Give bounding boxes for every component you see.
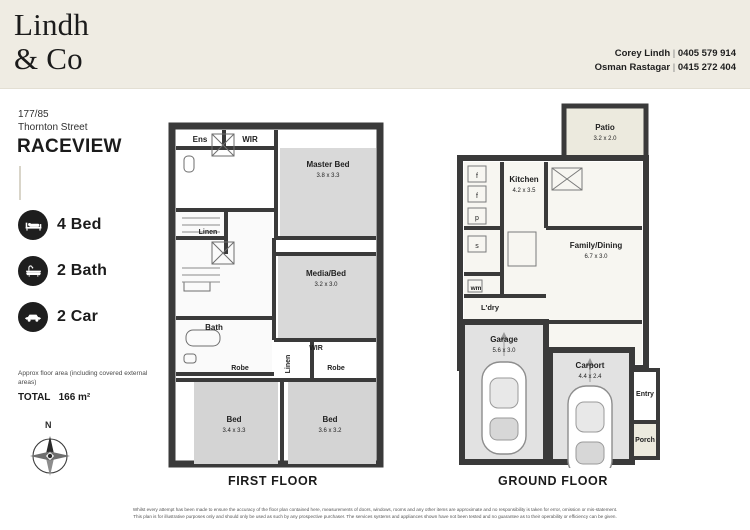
svg-text:Family/Dining: Family/Dining bbox=[569, 241, 623, 250]
svg-text:6.7 x 3.0: 6.7 x 3.0 bbox=[584, 254, 608, 260]
ground-floor-plan[interactable] bbox=[446, 100, 662, 468]
compass-north-label: N bbox=[45, 420, 52, 430]
disclaimer-line-2: This plan is for illustrative purposes only and should only be used as such by any prospective purchaser. The services systems and appliances shown have not been tested and no guarantee as to their operability or efficiency can be given. bbox=[133, 514, 617, 519]
compass-rose bbox=[26, 420, 74, 482]
svg-text:Bed: Bed bbox=[322, 415, 338, 424]
svg-text:5.6 x 3.0: 5.6 x 3.0 bbox=[492, 348, 516, 354]
agent-name-1: Corey Lindh bbox=[614, 48, 671, 59]
brand-line-2: & Co bbox=[14, 41, 83, 76]
svg-text:Bed: Bed bbox=[226, 415, 242, 424]
agent-phone-1[interactable]: 0405 579 914 bbox=[677, 48, 736, 59]
svg-text:4.4 x 2.4: 4.4 x 2.4 bbox=[578, 374, 602, 380]
first-floor-plan[interactable] bbox=[168, 122, 384, 468]
svg-text:f: f bbox=[476, 193, 478, 200]
agent-row bbox=[595, 47, 736, 61]
svg-text:L'dry: L'dry bbox=[480, 303, 500, 312]
svg-text:f: f bbox=[476, 173, 478, 180]
divider-rule bbox=[19, 166, 21, 200]
header-bar bbox=[0, 0, 750, 89]
svg-text:s: s bbox=[475, 243, 479, 250]
feature-bath bbox=[18, 248, 158, 294]
svg-text:Ens: Ens bbox=[192, 135, 208, 144]
svg-text:4.2 x 3.5: 4.2 x 3.5 bbox=[512, 188, 536, 194]
svg-text:Carport: Carport bbox=[575, 361, 605, 370]
car-icon bbox=[18, 302, 48, 332]
agent-row bbox=[595, 61, 736, 75]
svg-text:3.2 x 3.0: 3.2 x 3.0 bbox=[314, 282, 338, 288]
svg-text:Robe: Robe bbox=[231, 365, 249, 372]
svg-text:3.2 x 2.0: 3.2 x 2.0 bbox=[593, 136, 617, 142]
svg-text:3.6 x 3.2: 3.6 x 3.2 bbox=[318, 428, 342, 434]
disclaimer-line-1: Whilst every attempt has been made to ensure the accuracy of the floor plan contained here, measurements of doors, windows, rooms and any other items are approximate and no responsibility is taken for error, omission or mis-statement. bbox=[132, 507, 618, 512]
agent-separator-1: | bbox=[672, 48, 676, 59]
svg-text:Kitchen: Kitchen bbox=[509, 175, 539, 184]
brand-logo bbox=[14, 8, 89, 76]
svg-text:Master Bed: Master Bed bbox=[306, 160, 350, 169]
address-line-2: Thornton Street bbox=[18, 122, 88, 133]
area-note: Approx floor area (including covered external areas) bbox=[18, 370, 148, 386]
ground-floor-title: GROUND FLOOR bbox=[498, 474, 608, 488]
feature-bed bbox=[18, 202, 158, 248]
svg-text:Entry: Entry bbox=[636, 391, 654, 398]
svg-text:wm: wm bbox=[470, 285, 482, 292]
svg-text:Patio: Patio bbox=[595, 123, 615, 132]
bath-icon bbox=[18, 256, 48, 286]
address-line-1: 177/85 bbox=[18, 109, 49, 120]
svg-text:Linen: Linen bbox=[285, 354, 292, 374]
svg-text:3.4 x 3.3: 3.4 x 3.3 bbox=[222, 428, 246, 434]
area-total-value: 166 m² bbox=[58, 392, 91, 403]
feature-car bbox=[18, 294, 158, 340]
property-suburb: RACEVIEW bbox=[17, 136, 122, 157]
svg-text:Media/Bed: Media/Bed bbox=[305, 269, 347, 278]
feature-bed-label: 4 Bed bbox=[57, 216, 102, 233]
feature-list bbox=[18, 202, 158, 340]
area-total bbox=[18, 392, 90, 403]
footer-disclaimer bbox=[0, 506, 750, 520]
property-address bbox=[18, 108, 87, 134]
area-total-label: TOTAL bbox=[18, 392, 51, 403]
svg-text:p: p bbox=[475, 215, 479, 222]
svg-text:Robe: Robe bbox=[327, 365, 345, 372]
brand-line-1: Lindh bbox=[14, 7, 90, 42]
svg-text:WIR: WIR bbox=[309, 345, 323, 352]
svg-text:Garage: Garage bbox=[490, 335, 518, 344]
agent-phone-2[interactable]: 0415 272 404 bbox=[677, 62, 736, 73]
svg-text:WIR: WIR bbox=[242, 135, 258, 144]
svg-text:3.8 x 3.3: 3.8 x 3.3 bbox=[316, 173, 340, 179]
feature-car-label: 2 Car bbox=[57, 308, 99, 325]
agent-name-2: Osman Rastagar bbox=[594, 62, 671, 73]
bed-icon bbox=[18, 210, 48, 240]
first-floor-title: FIRST FLOOR bbox=[228, 474, 318, 488]
feature-bath-label: 2 Bath bbox=[57, 262, 108, 279]
agent-contacts bbox=[595, 47, 736, 75]
svg-text:Bath: Bath bbox=[205, 323, 223, 332]
svg-text:Porch: Porch bbox=[635, 437, 655, 444]
agent-separator-2: | bbox=[672, 62, 676, 73]
svg-text:Linen: Linen bbox=[198, 229, 218, 236]
